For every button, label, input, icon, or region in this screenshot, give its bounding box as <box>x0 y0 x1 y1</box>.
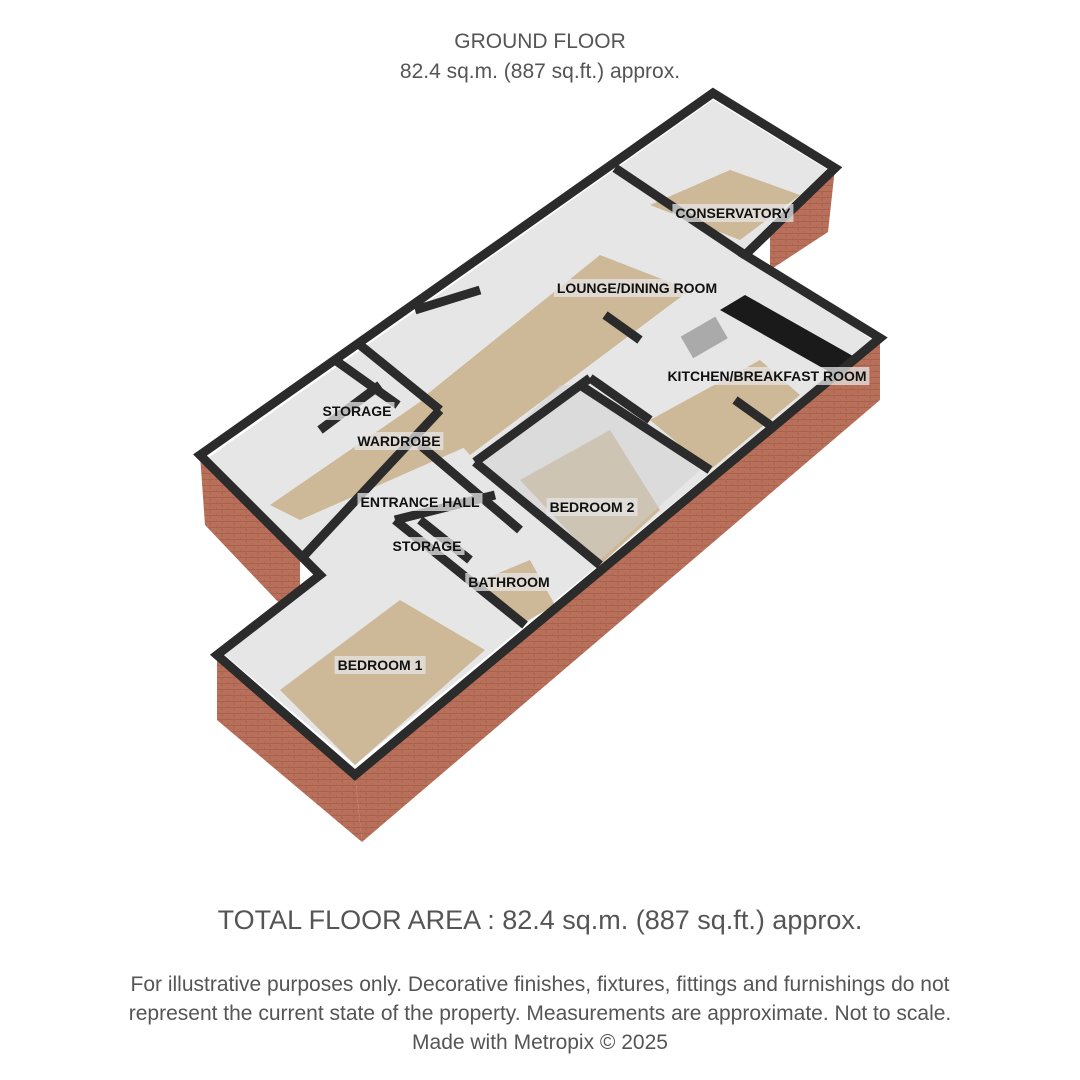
room-label-storage-2: STORAGE <box>390 537 465 555</box>
room-label-bedroom-2: BEDROOM 2 <box>547 498 638 516</box>
room-label-wardrobe: WARDROBE <box>354 432 443 450</box>
room-label-storage-1: STORAGE <box>320 402 395 420</box>
credit: Made with Metropix © 2025 <box>412 1031 668 1054</box>
room-label-kitchen: KITCHEN/BREAKFAST ROOM <box>664 367 869 385</box>
room-label-conservatory: CONSERVATORY <box>672 204 793 222</box>
disclaimer <box>60 970 1020 1057</box>
total-floor-area: TOTAL FLOOR AREA : 82.4 sq.m. (887 sq.ft.) approx. <box>217 905 863 935</box>
room-label-bathroom: BATHROOM <box>465 573 552 591</box>
room-label-entrance-hall: ENTRANCE HALL <box>358 493 483 511</box>
floor-area: 82.4 sq.m. (887 sq.ft.) approx. <box>399 60 681 83</box>
room-label-lounge: LOUNGE/DINING ROOM <box>554 279 720 297</box>
floor-name: GROUND FLOOR <box>454 30 626 53</box>
room-label-bedroom-1: BEDROOM 1 <box>335 656 426 674</box>
disclaimer-line-2: represent the current state of the property. Measurements are approximate. Not to scale. <box>128 1002 952 1025</box>
disclaimer-line-1: For illustrative purposes only. Decorative finishes, fixtures, fittings and furnishings do not <box>130 973 950 996</box>
